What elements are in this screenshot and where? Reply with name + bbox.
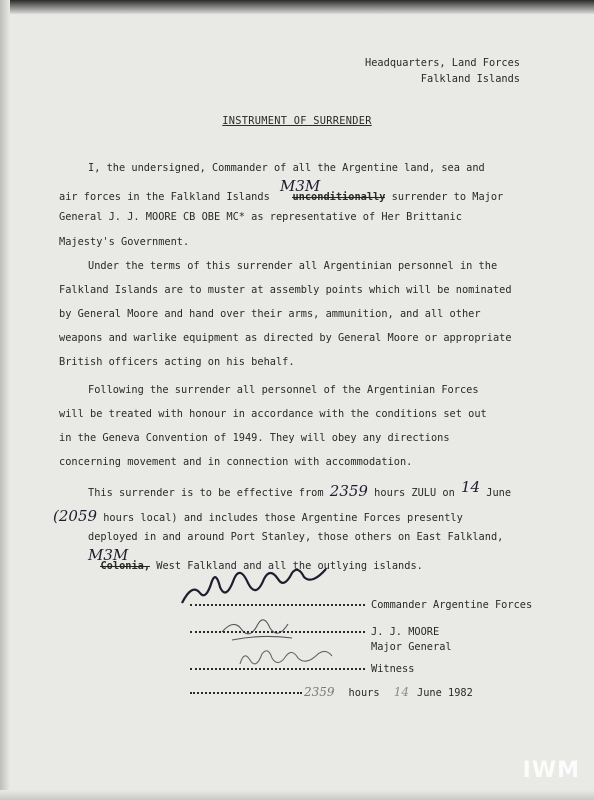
para2-line2: Falkland Islands are to muster at assembly points which will be nominated	[59, 284, 512, 296]
para4-line3: deployed in and around Port Stanley, those others on East Falkland,	[88, 531, 504, 543]
letterhead-line-1: Headquarters, Land Forces	[365, 57, 520, 69]
dotted-line	[190, 631, 365, 633]
para4-line1-text-b: hours ZULU on	[374, 487, 455, 499]
signature-rank: Major General	[371, 641, 452, 653]
para1-line4: Majesty's Government.	[59, 236, 190, 248]
struck-word: unconditionally	[292, 191, 386, 203]
para1-line3: General J. J. MOORE CB OBE MC* as representative of Her Brittanic	[59, 211, 462, 223]
para3-line4: concerning movement and in connection with accommodation.	[59, 456, 413, 468]
para2-line3: by General Moore and hand over their arms, ammunition, and all other	[59, 308, 481, 320]
signature-line-moore	[190, 626, 439, 638]
para3-line2: will be treated with honour in accordance with the conditions set out	[59, 408, 487, 420]
signature-label-witness: Witness	[371, 663, 415, 675]
signature-label-argentine: Commander Argentine Forces	[371, 599, 533, 611]
handwritten-initials: M3M	[279, 177, 321, 195]
handwritten-local-time: (2059	[53, 507, 98, 525]
para1-line1: I, the undersigned, Commander of all the Argentine land, sea and	[88, 162, 485, 174]
letterhead-line-2: Falkland Islands	[420, 73, 520, 85]
signature-line-time	[190, 685, 473, 699]
para4-line4-text: West Falkland and all the outlying islands.	[156, 560, 423, 572]
para1-line2-text-a: air forces in the Falkland Islands	[59, 191, 270, 203]
para3-line1: Following the surrender all personnel of the Argentinian Forces	[88, 384, 479, 396]
iwm-watermark-logo: IWM	[522, 758, 580, 783]
date-label: June 1982	[417, 687, 473, 699]
signature-line-witness	[190, 663, 414, 675]
handwritten-day-faint: 14	[393, 685, 410, 699]
para1-line2-text-b: surrender to Major	[391, 191, 504, 203]
document-title: INSTRUMENT OF SURRENDER	[222, 115, 372, 127]
dotted-line	[190, 604, 365, 606]
signature-argentine-commander	[182, 569, 326, 603]
handwritten-time: 2359	[329, 482, 368, 500]
dotted-line	[190, 668, 365, 670]
para4-line1-text-c: June	[486, 487, 512, 499]
handwritten-time-faint: 2359	[304, 685, 335, 699]
handwritten-initials-2: M3M	[88, 546, 129, 564]
para4-line2-text: hours local) and includes those Argentine Forces presently	[103, 512, 463, 524]
para2-line4: weapons and warlike equipment as directed by General Moore or appropriate	[59, 332, 512, 344]
para2-line1: Under the terms of this surrender all Argentinian personnel in the	[88, 260, 498, 272]
handwritten-day: 14	[460, 478, 481, 496]
dotted-line	[190, 692, 302, 694]
para2-line5: British officers acting on his behalf.	[59, 356, 295, 368]
hours-label: hours	[348, 687, 380, 699]
signature-label-moore: J. J. MOORE	[371, 626, 440, 638]
para3-line3: in the Geneva Convention of 1949. They will obey any directions	[59, 432, 450, 444]
struck-word-2: Colonia,	[100, 560, 151, 572]
signature-line-argentine	[190, 599, 532, 611]
para4-line1-text-a: This surrender is to be effective from	[88, 487, 324, 499]
